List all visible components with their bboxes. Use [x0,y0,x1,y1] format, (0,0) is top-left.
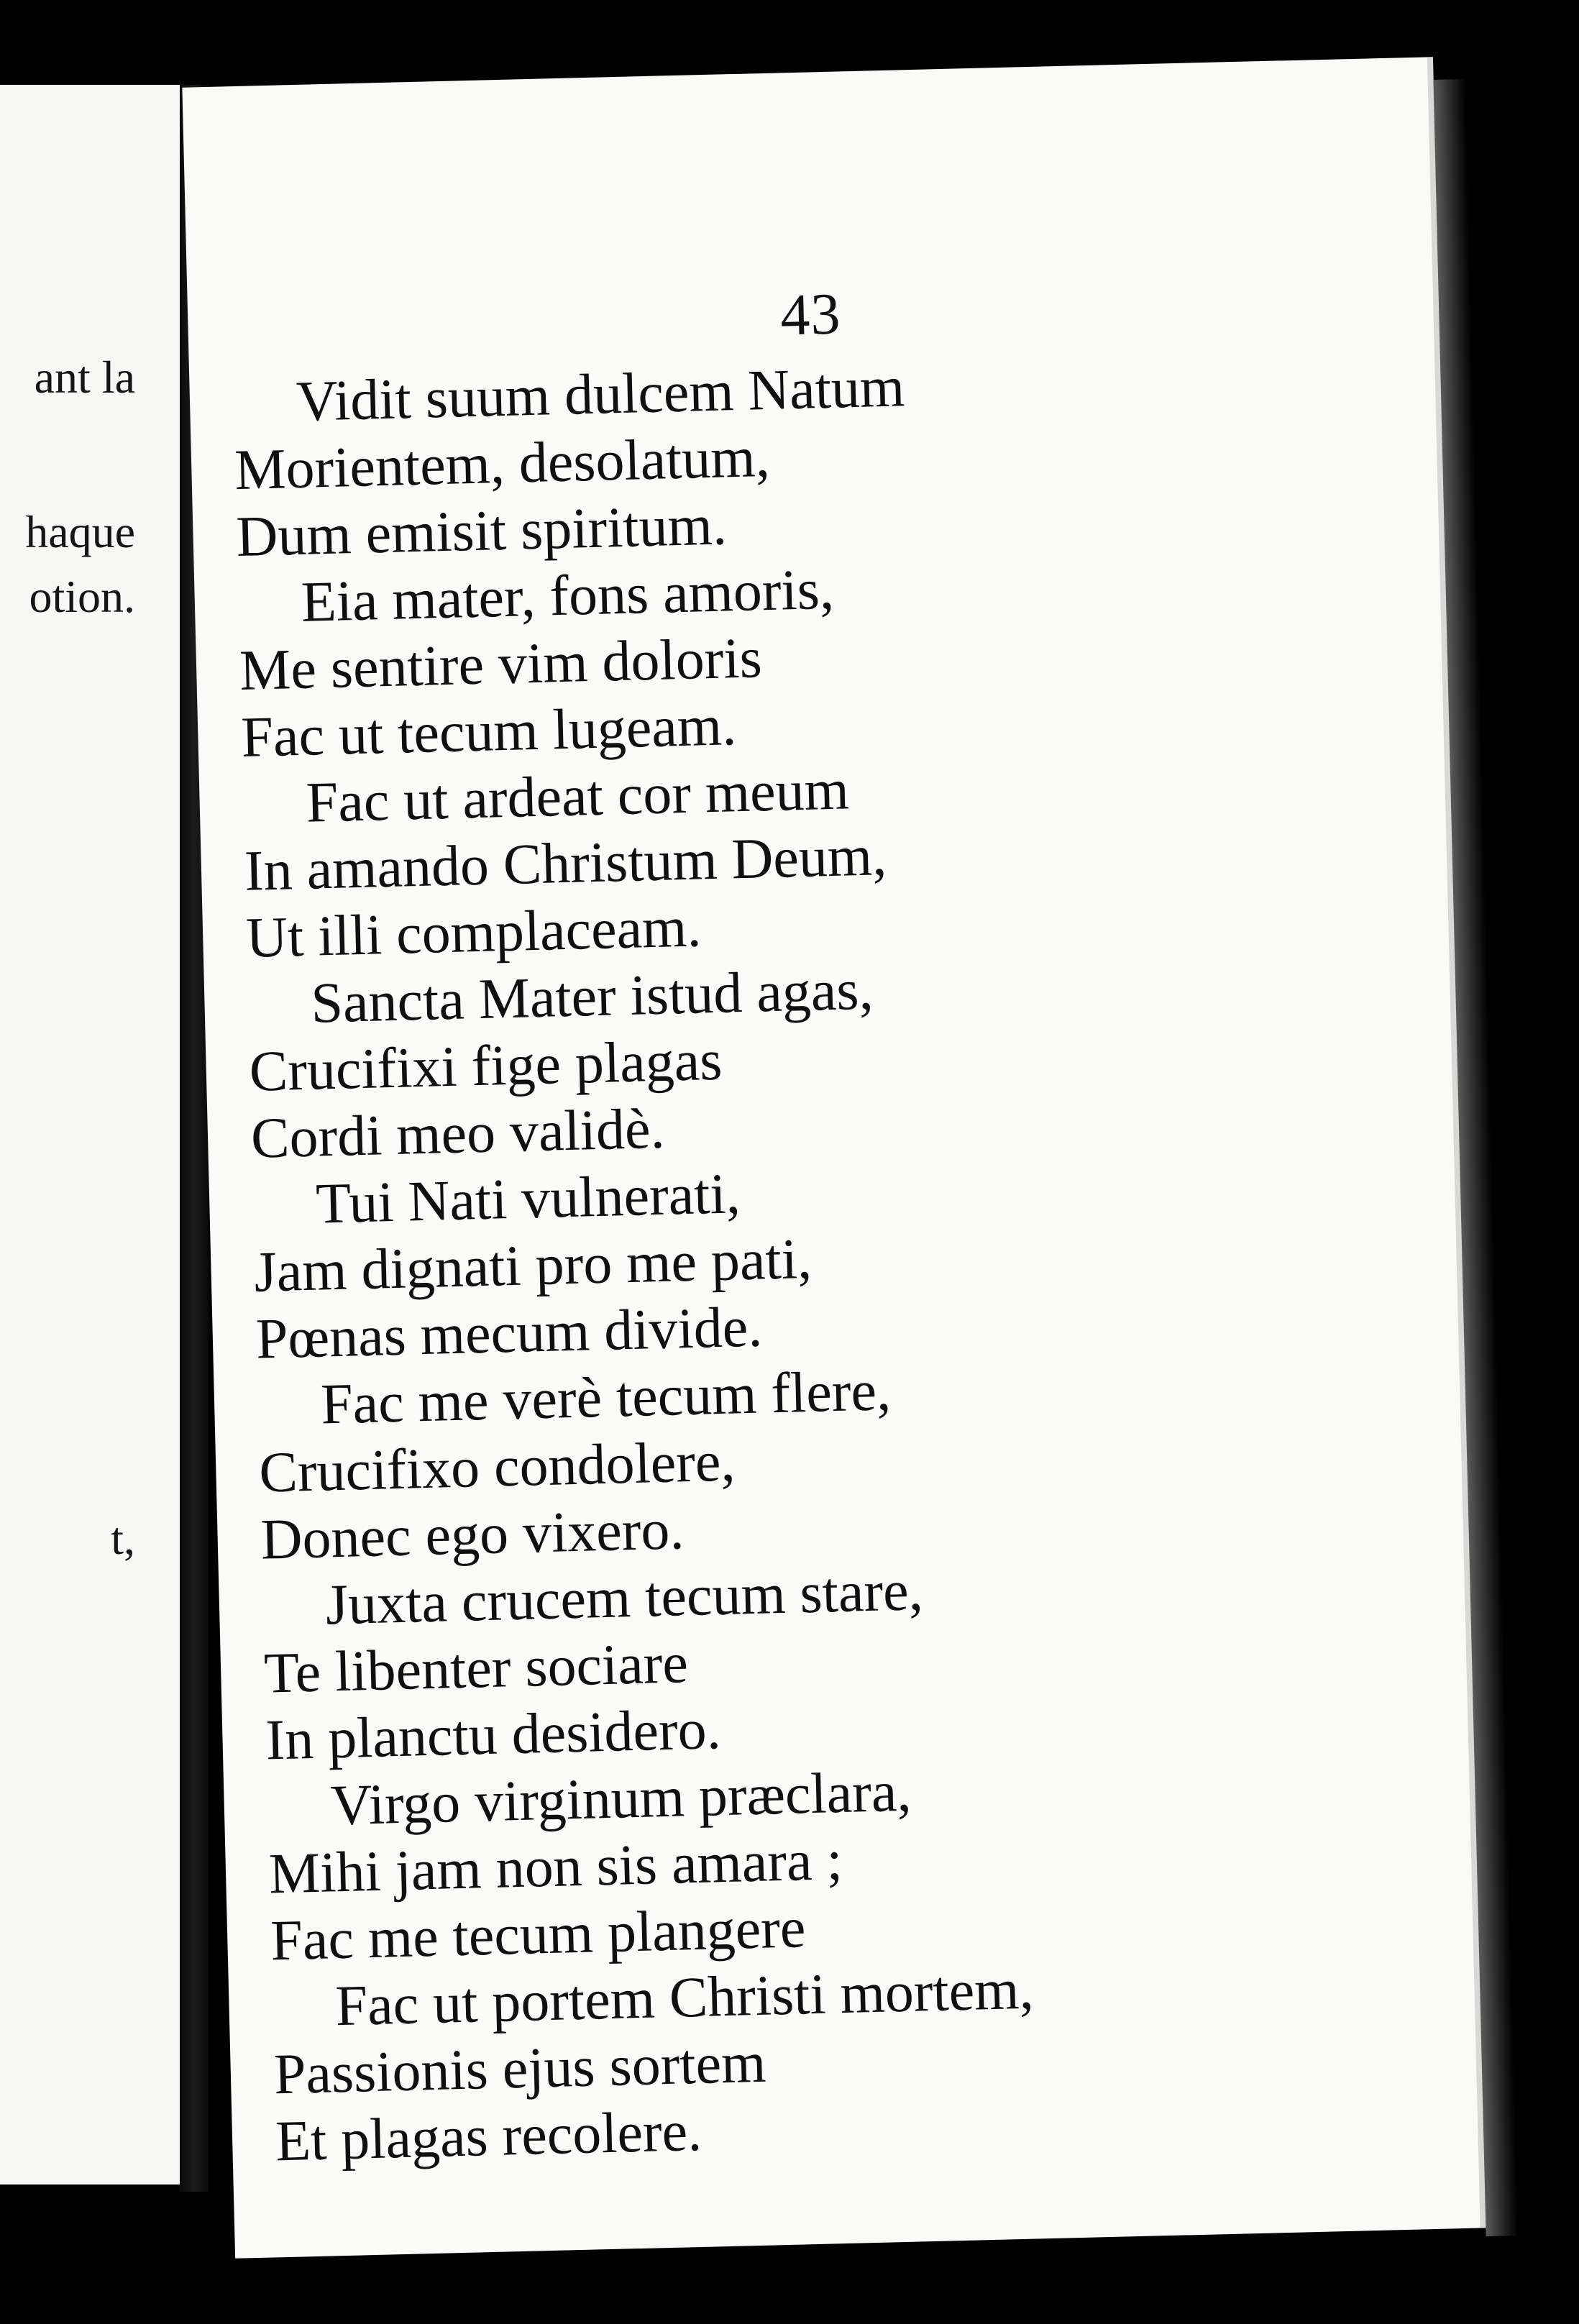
verse-line: Donec ego vixero. [260,1498,685,1572]
verse-line: Me sentire vim doloris [239,626,763,703]
verse-line: Virgo virginum præclara, [329,1760,912,1838]
verse-line: Tui Nati vulnerati, [315,1162,741,1236]
verse-line: Sancta Mater istud agas, [310,958,874,1035]
page-number: 43 [779,280,842,348]
left-fragment-4: t, [111,1513,135,1564]
left-page-fragments [0,85,180,2185]
verse-line: Pœnas mecum divide. [255,1295,764,1371]
verse-line: Juxta crucem tecum stare, [324,1559,924,1637]
verse-line: Jam dignati pro me pati, [253,1227,813,1304]
left-fragment-1: ant la [34,352,135,403]
verse-line: Morientem, desolatum, [234,425,771,503]
verse-line: Ut illi complaceam. [245,895,702,970]
verse-line: In amando Christum Deum, [243,824,888,903]
verse-line: Mihi jam non sis amara ; [268,1829,843,1906]
verse-line: In planctu desidero. [265,1698,722,1772]
right-page [182,57,1486,2259]
left-page [0,85,180,2185]
left-fragment-2: haque [25,506,135,557]
verse-line: Crucifixo condolere, [258,1429,736,1505]
hymn-text [232,343,1391,2175]
verse-line: Crucifixi fige plagas [248,1028,723,1104]
verse-line: Dum emisit spiritum. [235,493,728,569]
verse-line: Fac me verè tecum flere, [320,1359,892,1437]
verse-line: Te libenter sociare [263,1632,689,1706]
verse-line: Fac ut tecum lugeam. [240,694,738,769]
verse-line: Passionis ejus sortem [273,2031,767,2107]
verse-line: Fac me tecum plangere [270,1896,807,1973]
verse-line: Eia mater, fons amoris, [300,557,835,634]
verse-line: Vidit suum dulcem Natum [296,355,906,434]
left-fragment-3: otion. [29,571,135,622]
verse-line: Cordi meo validè. [250,1097,666,1171]
verse-line: Fac ut portem Christi mortem, [334,1957,1035,2039]
verse-line: Fac ut ardeat cor meum [305,758,850,835]
verse-line: Et plagas recolere. [275,2099,703,2174]
